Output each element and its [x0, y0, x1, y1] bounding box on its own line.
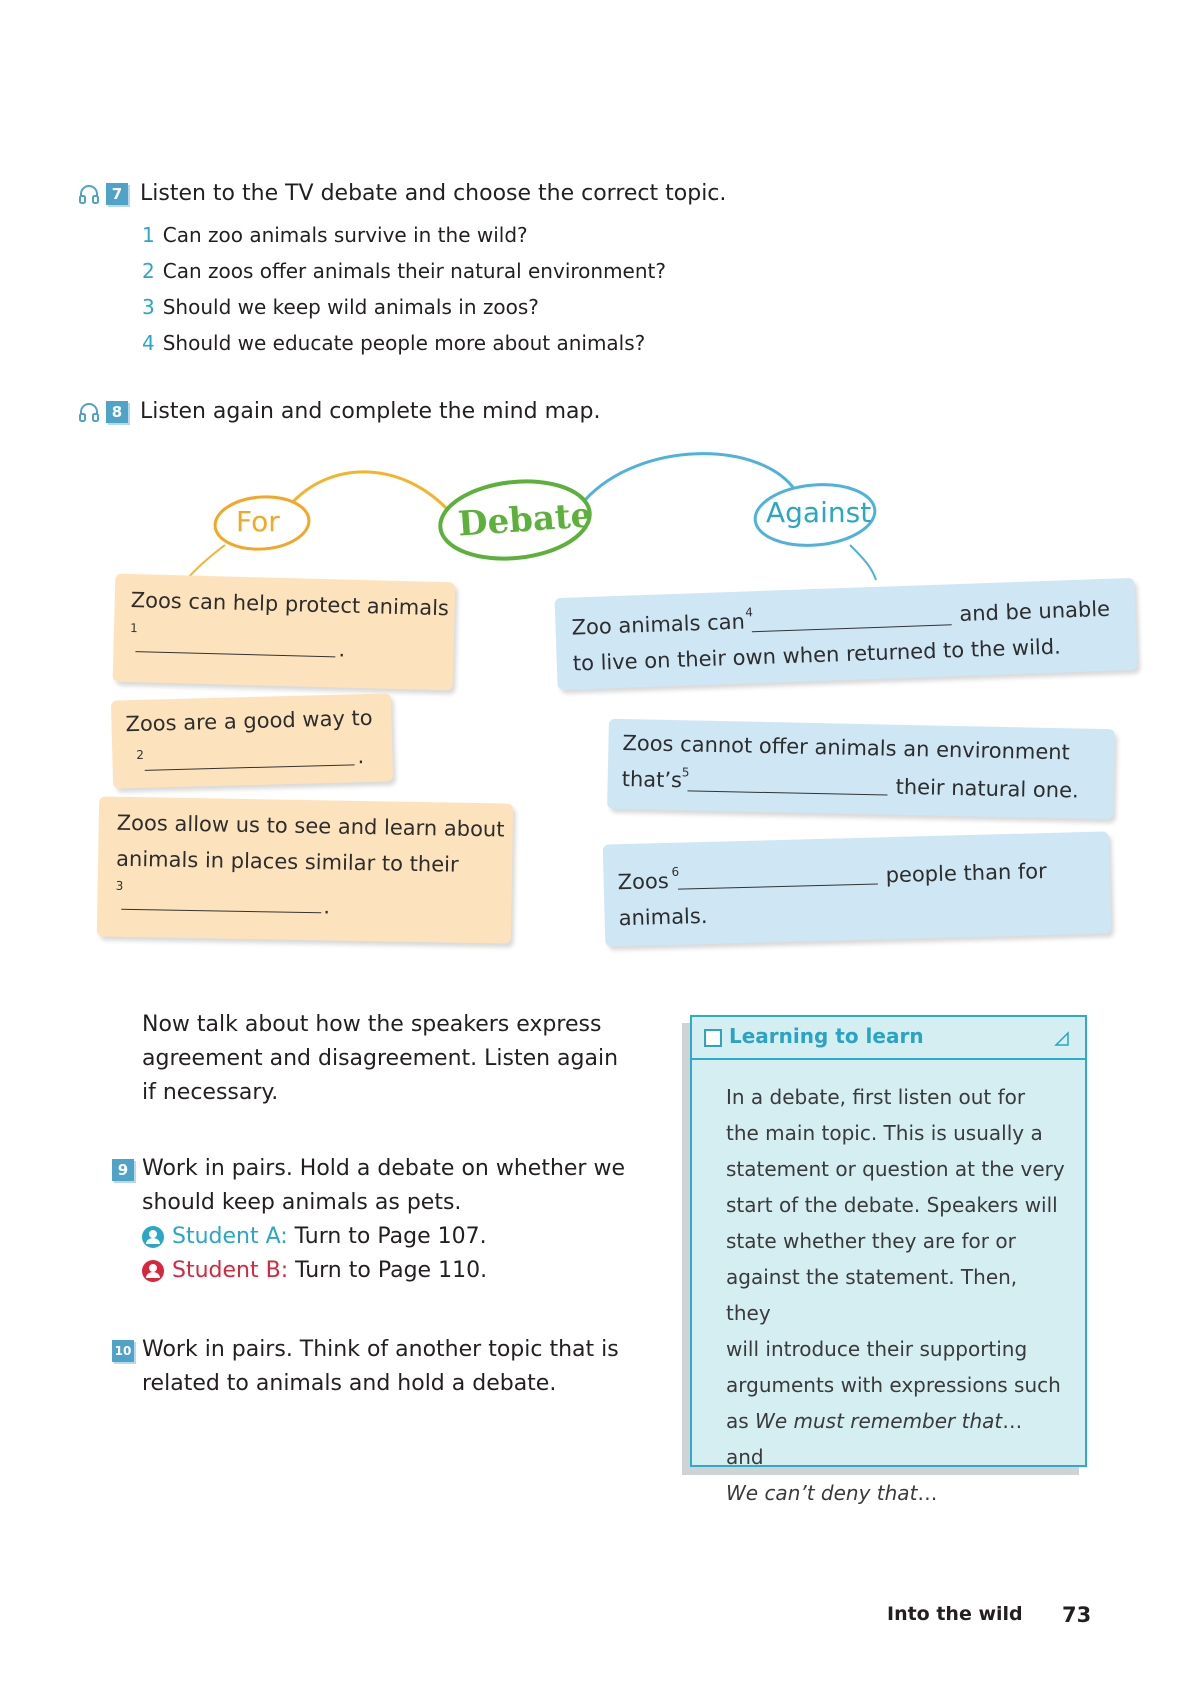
debate-label: Debate [456, 495, 594, 545]
learning-box-title: Learning to learn [729, 1024, 924, 1048]
student-b-line: Student B: Turn to Page 110. [142, 1254, 625, 1288]
for-connector [290, 472, 448, 510]
checkbox-icon [704, 1029, 722, 1047]
answer-blank[interactable] [687, 790, 887, 795]
answer-blank[interactable] [145, 764, 355, 770]
exercise-number: 9 [112, 1159, 134, 1181]
exercise-instruction: Listen again and complete the mind map. [140, 399, 601, 424]
learning-box-header [692, 1017, 1085, 1060]
student-a-line: Student A: Turn to Page 107. [142, 1220, 625, 1254]
for-label: For [236, 505, 280, 538]
option-item: 2 Can zoos offer animals their natural environment? [142, 259, 666, 283]
exercise-number: 8 [106, 401, 128, 423]
talk-note: Now talk about how the speakers express agreement and disagreement. Listen again if necessary. [142, 1012, 619, 1105]
exercise-number: 10 [112, 1340, 134, 1362]
for-card-3: Zoos allow us to see and learn about animals in places similar to their 3 . [97, 796, 513, 943]
answer-blank[interactable] [121, 909, 321, 913]
against-connector [850, 545, 876, 580]
user-icon [142, 1260, 164, 1282]
answer-blank[interactable] [752, 624, 952, 632]
exercise-9: Work in pairs. Hold a debate on whether we should keep animals as pets. Student A: Turn to Page 107. Student B: Turn to Page 110. [142, 1152, 625, 1288]
for-card-1: Zoos can help protect animals 1 . [113, 574, 456, 691]
option-item: 1 Can zoo animals survive in the wild? [142, 223, 528, 247]
learning-box-body: In a debate, first listen out for the main topic. This is usually a statement or question at the very start of the debate. Speakers will state whether they are for or against the statement. Then, they will introduce their supporting arguments with expressions such as We must remember that… and We can’t deny that… [726, 1085, 1065, 1505]
exercise-instruction: Listen to the TV debate and choose the correct topic. [140, 181, 727, 206]
page-number: 73 [1062, 1603, 1092, 1627]
exercise-number: 7 [106, 183, 128, 205]
learning-to-learn-box [690, 1015, 1087, 1505]
corner-triangle-icon [1054, 1031, 1070, 1047]
for-connector [188, 545, 225, 578]
against-card-2: Zoos cannot offer animals an environment that’s 5 their natural one. [607, 719, 1115, 820]
answer-blank[interactable] [135, 651, 335, 657]
answer-blank[interactable] [678, 883, 878, 889]
option-item: 3 Should we keep wild animals in zoos? [142, 295, 539, 319]
exercise-10: Work in pairs. Think of another topic that is related to animals and hold a debate. [142, 1337, 619, 1396]
user-icon [142, 1226, 164, 1248]
unit-title: Into the wild [887, 1603, 1023, 1625]
for-card-2: Zoos are a good way to 2 . [111, 693, 393, 788]
against-card-1: Zoo animals can 4 and be unable to live on their own when returned to the wild. [555, 578, 1138, 690]
option-item: 4 Should we educate people more about animals? [142, 331, 646, 355]
against-label: Against [766, 496, 872, 529]
against-connector [585, 454, 795, 500]
against-card-3: Zoos 6 people than for animals. [603, 831, 1111, 946]
